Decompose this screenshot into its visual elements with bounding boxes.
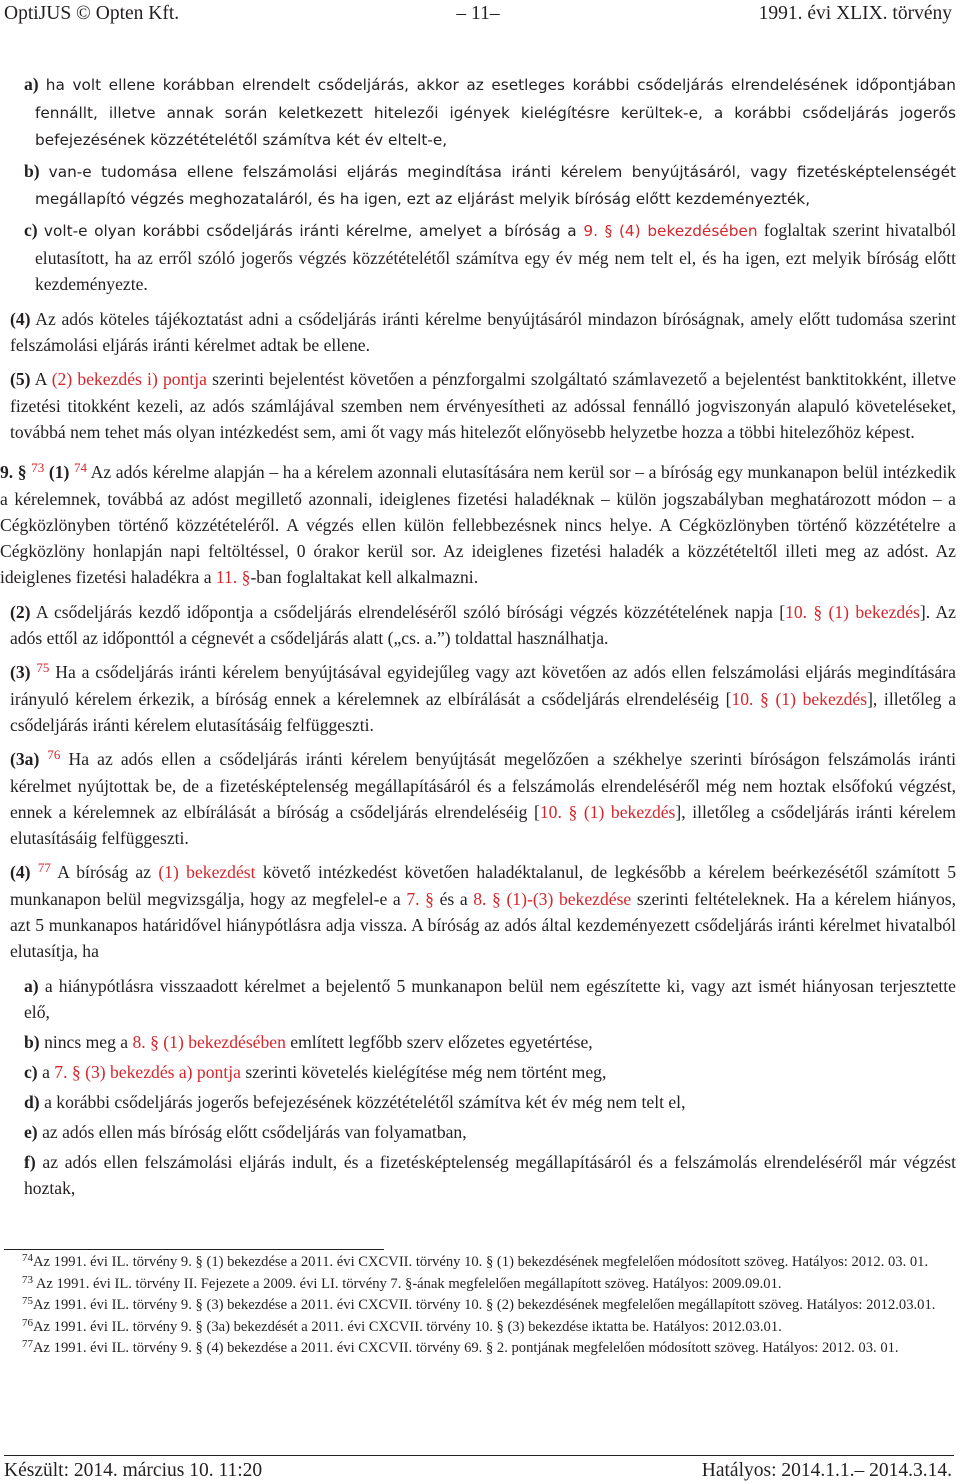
paragraph-text: követő intézkedést követően haladéktalanul, de legkésőbb a kérelem beérkezésétől számított 5 munkanapon belül megvizsgálja, hogy az megfelel-e a xyxy=(10,862,956,909)
footnote-text: Az 1991. évi IL. törvény 9. § (1) bekezdése a 2011. évi CXCVII. törvény 10. § (1) bekezdésének megfelelően módosított szöveg. Hatályos: 2012. 03. 01. xyxy=(33,1254,929,1270)
paragraph-text: A xyxy=(34,369,52,390)
paragraph-number: (4) xyxy=(10,862,31,883)
footnote-ref[interactable]: 74 xyxy=(74,460,87,476)
footnote-text: Az 1991. évi IL. törvény II. Fejezete a 2009. évi LI. törvény 7. §-ának megfelelően megállapított szöveg. Hatályos: 2009.09.01. xyxy=(35,1275,782,1292)
paragraph-number: (2) xyxy=(10,601,31,622)
footnote-number: 77 xyxy=(22,1338,33,1351)
paragraph-text: ]. Az adós ettől az időponttól a cégnevét a csődeljárás alatt („cs. a.”) toldattal használhatja. xyxy=(10,601,956,649)
paragraph-text: Az adós kérelme alapján – ha a kérelem azonnali elutasítására nem kerül sor – a bíróság egy munkanapon belül intézkedik a kérelemnek, továbbá az adóst megillető azonnali, ideiglenes fizetési haladéknak – külön jogszabályban meghatározott módon – a Cégközlönyben történő közzétételéről. A végzés ellen külön fellebbezésnek nincs helye. A Cégközlönyben történő közzétételre a Cégközlöny honlapján napi feltöltéssel, 0 órakor kerül sor. Az ideiglenes fizetési haladék a közzétételtől illeti meg az adóst. Az ideiglenes fizetési haladékra a xyxy=(0,462,957,588)
list-text: a hiánypótlásra visszaadott kérelmet a bejelentő 5 munkanapon belül nem egészítette ki, vagy azt ismét hiányosan terjesztette elő, xyxy=(24,975,956,1022)
list-label: a) xyxy=(24,74,39,94)
list-item xyxy=(0,217,960,298)
list-item xyxy=(0,1119,960,1145)
list-text: szerinti követelés kielégítése még nem történt meg, xyxy=(240,1061,607,1082)
document-body xyxy=(0,71,960,1201)
list-text: említett legfőbb szerv előzetes egyetértése, xyxy=(285,1031,593,1052)
paragraph-number: (3) xyxy=(10,662,31,683)
paragraph-number: (5) xyxy=(10,369,31,390)
list-text: az adós ellen felszámolási eljárás indult, és a fizetésképtelenség megállapításáról és a felszámolás elrendeléséről már végzést hoztak, xyxy=(24,1151,956,1198)
list-text: nincs meg a xyxy=(44,1031,133,1052)
list-text: a korábbi csődeljárás jogerős befejezésének közzétételétől számítva két év még nem telt el, xyxy=(44,1091,686,1112)
paragraph-text: A bíróság az xyxy=(57,862,159,883)
list-label: d) xyxy=(24,1091,40,1112)
list-label: a) xyxy=(24,975,39,996)
reference-link[interactable]: 7. § (3) bekezdés a) pontja xyxy=(54,1061,241,1082)
paragraph-3 xyxy=(0,659,960,738)
paragraph-text: -ban foglaltakat kell alkalmazni. xyxy=(250,567,479,588)
header-publisher: OptiJUS © Opten Kft. xyxy=(4,3,180,24)
list-label: c) xyxy=(24,1061,38,1082)
list-item xyxy=(0,973,960,1025)
list-text: van-e tudomása ellene felszámolási eljárás megindítása iránti kérelem benyújtásáról, vagy fizetésképtelenségét megállapító végzés meghozataláról, és ha igen, ezt az eljárást melyik bíróság előtt kezdeményezték, xyxy=(35,162,956,209)
footer-divider xyxy=(4,1455,954,1456)
reference-link[interactable]: 9. § (4) bekezdésében xyxy=(583,221,758,240)
list-text: ha volt ellene korábban elrendelt csődeljárás, akkor az esetleges korábbi csődeljárás elrendelésének időpontjában fennállt, illetve annak során keletkezett hitelezői igények kielégítésre kerültek-e, a korábbi csődeljárás jogerős befejezésének közzétételétől számítva két év eltelt-e, xyxy=(35,76,956,150)
paragraph-text: Ha a csődeljárás iránti kérelem benyújtásával egyidejűleg vagy azt követően az adós ellen felszámolási eljárás megindítására irányuló kérelem érkezik, a bíróság ennek a kérelemnek az elbírálását a csődeljárás elrendeléséig [ xyxy=(10,662,956,709)
footnote-number: 73 xyxy=(22,1273,33,1286)
footnote-number: 75 xyxy=(22,1295,33,1308)
paragraph-text: Ha az adós ellen a csődeljárás iránti kérelem benyújtását megelőzően a székhelye szerinti bíróságon felszámolás iránti kérelmet nyújtottak be, de a fizetésképtelenség megállapításáról és a felszámolás elrendeléséről még nem hoztak elsőfokú végzést, ennek a kérelemnek az elbírálását a bíróság a csődeljárás elrendeléséig [ xyxy=(10,749,956,822)
list-label: e) xyxy=(24,1121,38,1142)
list-text: foglaltak szerint hivatalból elutasított, ha az erről szóló jogerős végzés közzétételétől számítva egy év még nem telt el, és ha igen, ezt melyik bíróság előtt kezdeményezte. xyxy=(35,219,956,295)
paragraph-5 xyxy=(0,366,960,445)
paragraph-3a xyxy=(0,746,960,851)
list-label: b) xyxy=(24,1031,40,1052)
list-label: f) xyxy=(24,1151,36,1172)
reference-link[interactable]: 7. § xyxy=(406,888,434,909)
footnote-ref[interactable]: 75 xyxy=(36,660,50,676)
list-item xyxy=(0,71,960,154)
footnote-number: 74 xyxy=(22,1252,33,1264)
reference-link[interactable]: 10. § (1) bekezdés xyxy=(731,688,868,709)
footnote xyxy=(0,1295,956,1317)
reference-link[interactable]: 8. § (1) bekezdésében xyxy=(132,1031,286,1052)
footnote-ref[interactable]: 73 xyxy=(31,460,45,476)
list-label: b) xyxy=(24,160,40,181)
paragraph-number: (1) xyxy=(48,462,70,483)
paragraph-number: (4) xyxy=(10,308,31,329)
footnote-divider xyxy=(4,1249,384,1250)
footnote-ref[interactable]: 76 xyxy=(47,747,61,763)
header-law-title: 1991. évi XLIX. törvény xyxy=(758,3,952,24)
list-text: volt-e olyan korábbi csődeljárás iránti kérelme, amelyet a bíróság a xyxy=(43,221,584,240)
paragraph-4b xyxy=(0,859,960,964)
header-page-number: – 11– xyxy=(456,3,500,24)
list-item xyxy=(0,1149,960,1201)
list-label: c) xyxy=(24,219,38,240)
footnote-text: Az 1991. évi IL. törvény 9. § (3) bekezdése a 2011. évi CXCVII. törvény 10. § (2) bekezdésének megfelelően megállapított szöveg. Hatályos: 2012.03.01. xyxy=(33,1297,936,1314)
footnote xyxy=(0,1317,956,1339)
paragraph-2 xyxy=(0,599,960,652)
list-text: az adós ellen más bíróság előtt csődeljárás van folyamatban, xyxy=(42,1121,467,1142)
section-number: 9. § xyxy=(0,462,27,483)
footnote xyxy=(0,1338,956,1360)
list-item xyxy=(0,158,960,213)
footnotes xyxy=(0,1252,956,1360)
condition-list xyxy=(0,973,960,1201)
paragraph-text: és a xyxy=(433,888,474,909)
list-item xyxy=(0,1089,960,1115)
footnote xyxy=(0,1274,956,1296)
reference-link[interactable]: 8. § (1)-(3) bekezdése xyxy=(473,888,632,909)
paragraph-text: ], illetőleg a csődeljárás iránti kérelem elutasításáig felfüggeszti. xyxy=(10,801,956,849)
footnote-number: 76 xyxy=(22,1316,33,1329)
section-9 xyxy=(0,459,960,590)
reference-link[interactable]: 10. § (1) bekezdés xyxy=(539,801,676,822)
paragraph-text: szerinti feltételeknek. Ha a kérelem hiányos, azt 5 munkanapos határidővel hiánypótlásra adja vissza. A bíróság az adós által kezdeményezett csődeljárás iránti kérelmet hivatalból elutasítja, ha xyxy=(10,888,957,962)
footer-created: Készült: 2014. március 10. 11:20 xyxy=(4,1460,263,1481)
paragraph-number: (3a) xyxy=(10,749,40,770)
reference-link[interactable]: 10. § (1) bekezdés xyxy=(785,601,920,622)
reference-link[interactable]: (2) bekezdés i) pontja xyxy=(51,369,207,390)
reference-link[interactable]: (1) bekezdést xyxy=(158,862,256,883)
paragraph-text: szerinti bejelentést követően a pénzforgalmi szolgáltató számlavezető a bejelentést banktitokként, illetve fizetési titokként kezeli, az adós számlájával szemben nem érvényesítheti az adóssal fennálló jogviszonyán alapuló követeléseket, továbbá nem tehet más olyan intézkedést sem, ami őt vagy más hitelezőt előnyösebb helyzetbe hozza a többi hitelezőhöz képest. xyxy=(10,369,957,442)
footnote-text: Az 1991. évi IL. törvény 9. § (3a) bekezdését a 2011. évi CXCVII. törvény 10. § (3) bekezdése iktatta be. Hatályos: 2012.03.01. xyxy=(33,1318,782,1335)
paragraph-text: ], illetőleg a csődeljárás iránti kérelem elutasításáig felfüggeszti. xyxy=(10,688,957,735)
list-item xyxy=(0,1059,960,1085)
footnote-text: Az 1991. évi IL. törvény 9. § (4) bekezdése a 2011. évi CXCVII. törvény 69. § 2. pontjának megfelelően módosított szöveg. Hatályos: 2012. 03. 01. xyxy=(33,1340,899,1357)
list-text: a xyxy=(42,1061,55,1082)
footnote xyxy=(0,1252,956,1274)
reference-link[interactable]: 11. § xyxy=(215,567,251,588)
paragraph-text: Az adós köteles tájékoztatást adni a csődeljárás iránti kérelme benyújtásáról mindazon bíróságnak, amely előtt tudomása szerint felszámolási eljárás iránti kérelmet adtak be ellene. xyxy=(10,308,956,356)
paragraph-4 xyxy=(0,306,960,359)
paragraph-text: A csődeljárás kezdő időpontja a csődeljárás elrendeléséről szóló bírósági végzés közzétételének napja [ xyxy=(35,601,786,622)
footnote-ref[interactable]: 77 xyxy=(37,860,51,876)
list-item xyxy=(0,1029,960,1055)
footer-effective: Hatályos: 2014.1.1.– 2014.3.14. xyxy=(701,1460,952,1481)
